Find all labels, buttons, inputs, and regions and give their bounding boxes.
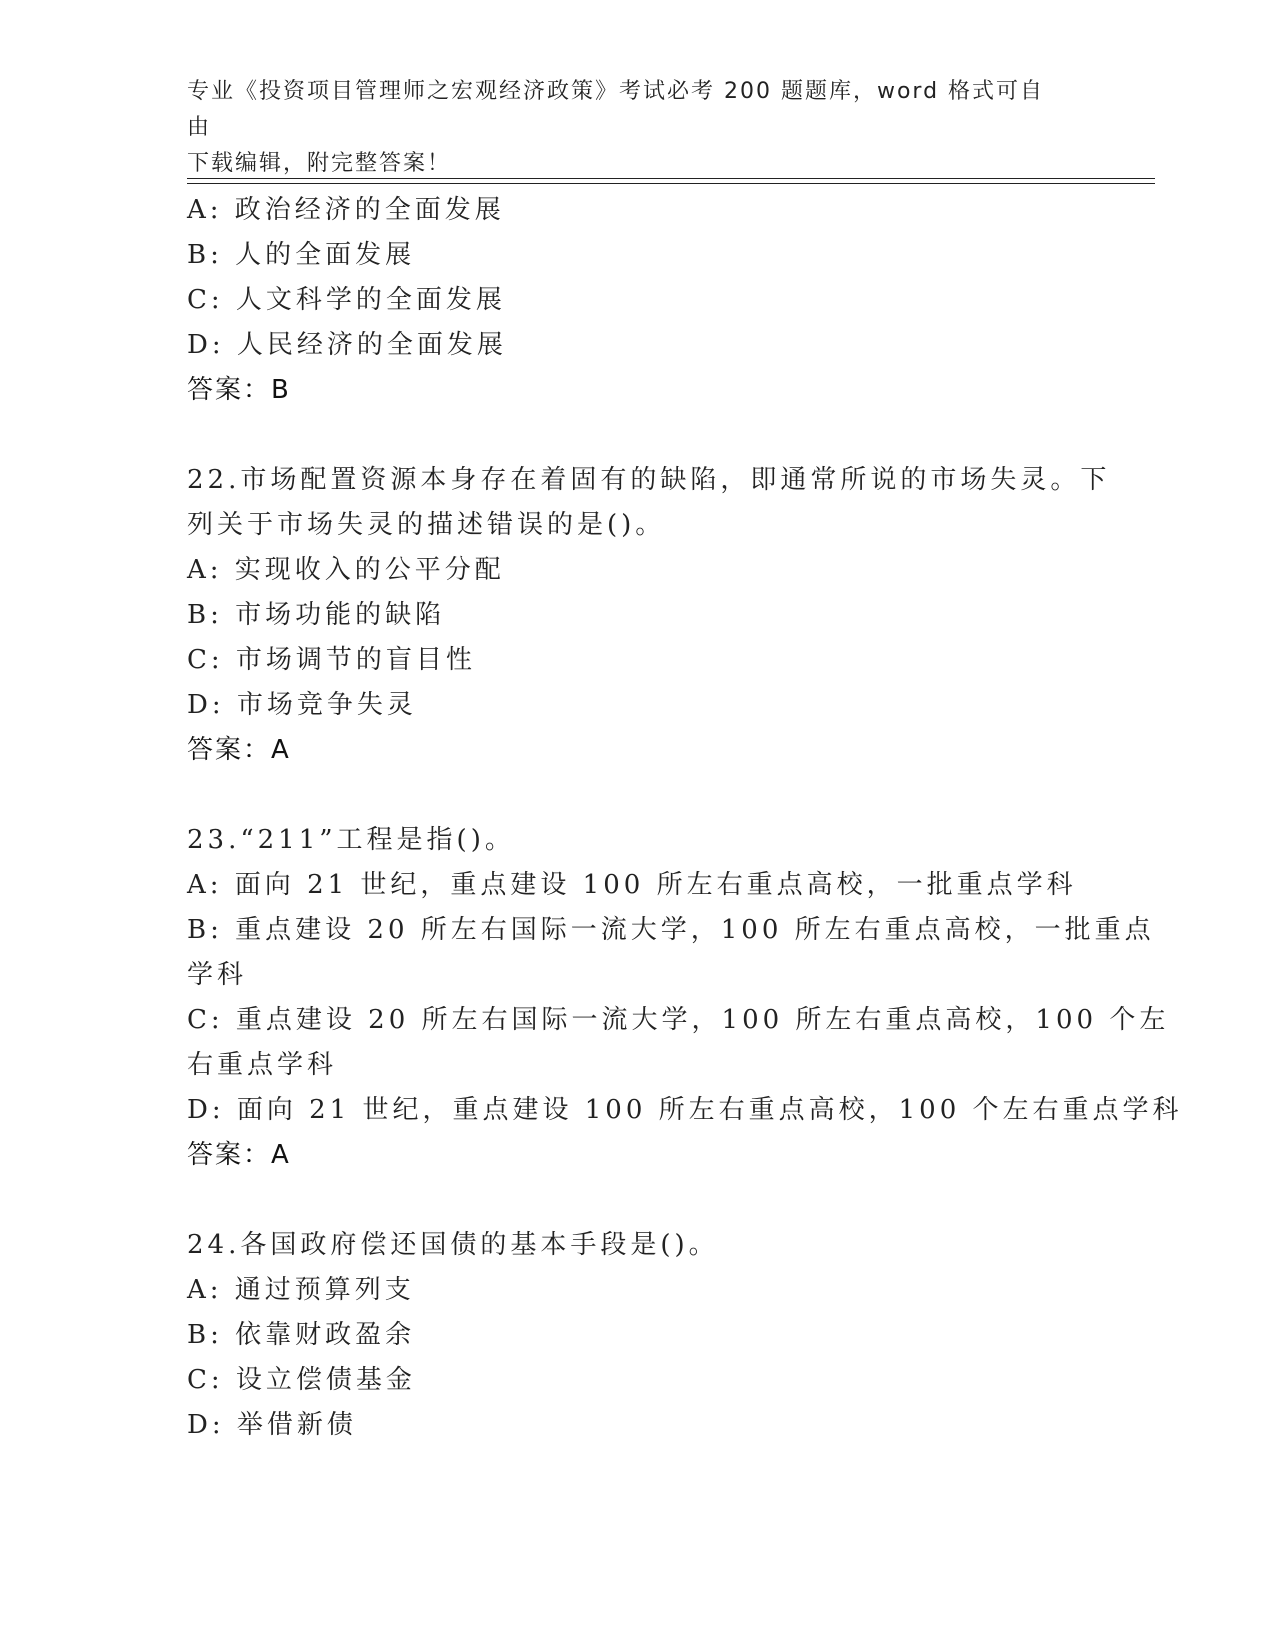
q22-option-d: D: 市场竞争失灵 bbox=[187, 690, 417, 720]
q23-option-b-line-2: 学科 bbox=[187, 960, 248, 990]
q22-option-b: B: 市场功能的缺陷 bbox=[187, 600, 446, 630]
header-line-2: 下载编辑，附完整答案！ bbox=[187, 151, 452, 176]
q23-option-a: A: 面向 21 世纪，重点建设 100 所左右重点高校，一批重点学科 bbox=[187, 870, 1077, 900]
q22-stem-line-2: 列关于市场失灵的描述错误的是()。 bbox=[187, 510, 666, 540]
q24-option-c: C: 设立偿债基金 bbox=[187, 1365, 416, 1395]
q22-answer: 答案：A bbox=[187, 735, 291, 765]
header-divider-bottom bbox=[187, 183, 1155, 184]
q21-option-b: B: 人的全面发展 bbox=[187, 240, 416, 270]
header-divider-top bbox=[187, 178, 1155, 179]
q24-option-d: D: 举借新债 bbox=[187, 1410, 357, 1440]
q23-answer: 答案：A bbox=[187, 1140, 291, 1170]
q22-stem-line-1: 22.市场配置资源本身存在着固有的缺陷，即通常所说的市场失灵。下 bbox=[187, 465, 1111, 495]
q23-option-b-line-1: B: 重点建设 20 所左右国际一流大学，100 所左右重点高校，一批重点 bbox=[187, 915, 1155, 945]
q21-option-d: D: 人民经济的全面发展 bbox=[187, 330, 507, 360]
q24-option-a: A: 通过预算列支 bbox=[187, 1275, 415, 1305]
q23-option-d: D: 面向 21 世纪，重点建设 100 所左右重点高校，100 个左右重点学科 bbox=[187, 1095, 1183, 1125]
q21-option-c: C: 人文科学的全面发展 bbox=[187, 285, 506, 315]
q23-option-c-line-1: C: 重点建设 20 所左右国际一流大学，100 所左右重点高校，100 个左 bbox=[187, 1005, 1170, 1035]
q22-option-a: A: 实现收入的公平分配 bbox=[187, 555, 505, 585]
q23-option-c-line-2: 右重点学科 bbox=[187, 1050, 338, 1080]
q23-stem-line-1: 23.“211”工程是指()。 bbox=[187, 825, 515, 855]
q21-answer: 答案：B bbox=[187, 375, 291, 405]
header-line-1: 专业《投资项目管理师之宏观经济政策》考试必考 200 题题库，word 格式可自由 bbox=[187, 79, 1045, 140]
q24-stem-line-1: 24.各国政府偿还国债的基本手段是()。 bbox=[187, 1230, 719, 1260]
q22-option-c: C: 市场调节的盲目性 bbox=[187, 645, 476, 675]
q24-option-b: B: 依靠财政盈余 bbox=[187, 1320, 416, 1350]
q21-option-a: A: 政治经济的全面发展 bbox=[187, 195, 505, 225]
document-header bbox=[187, 74, 1067, 182]
